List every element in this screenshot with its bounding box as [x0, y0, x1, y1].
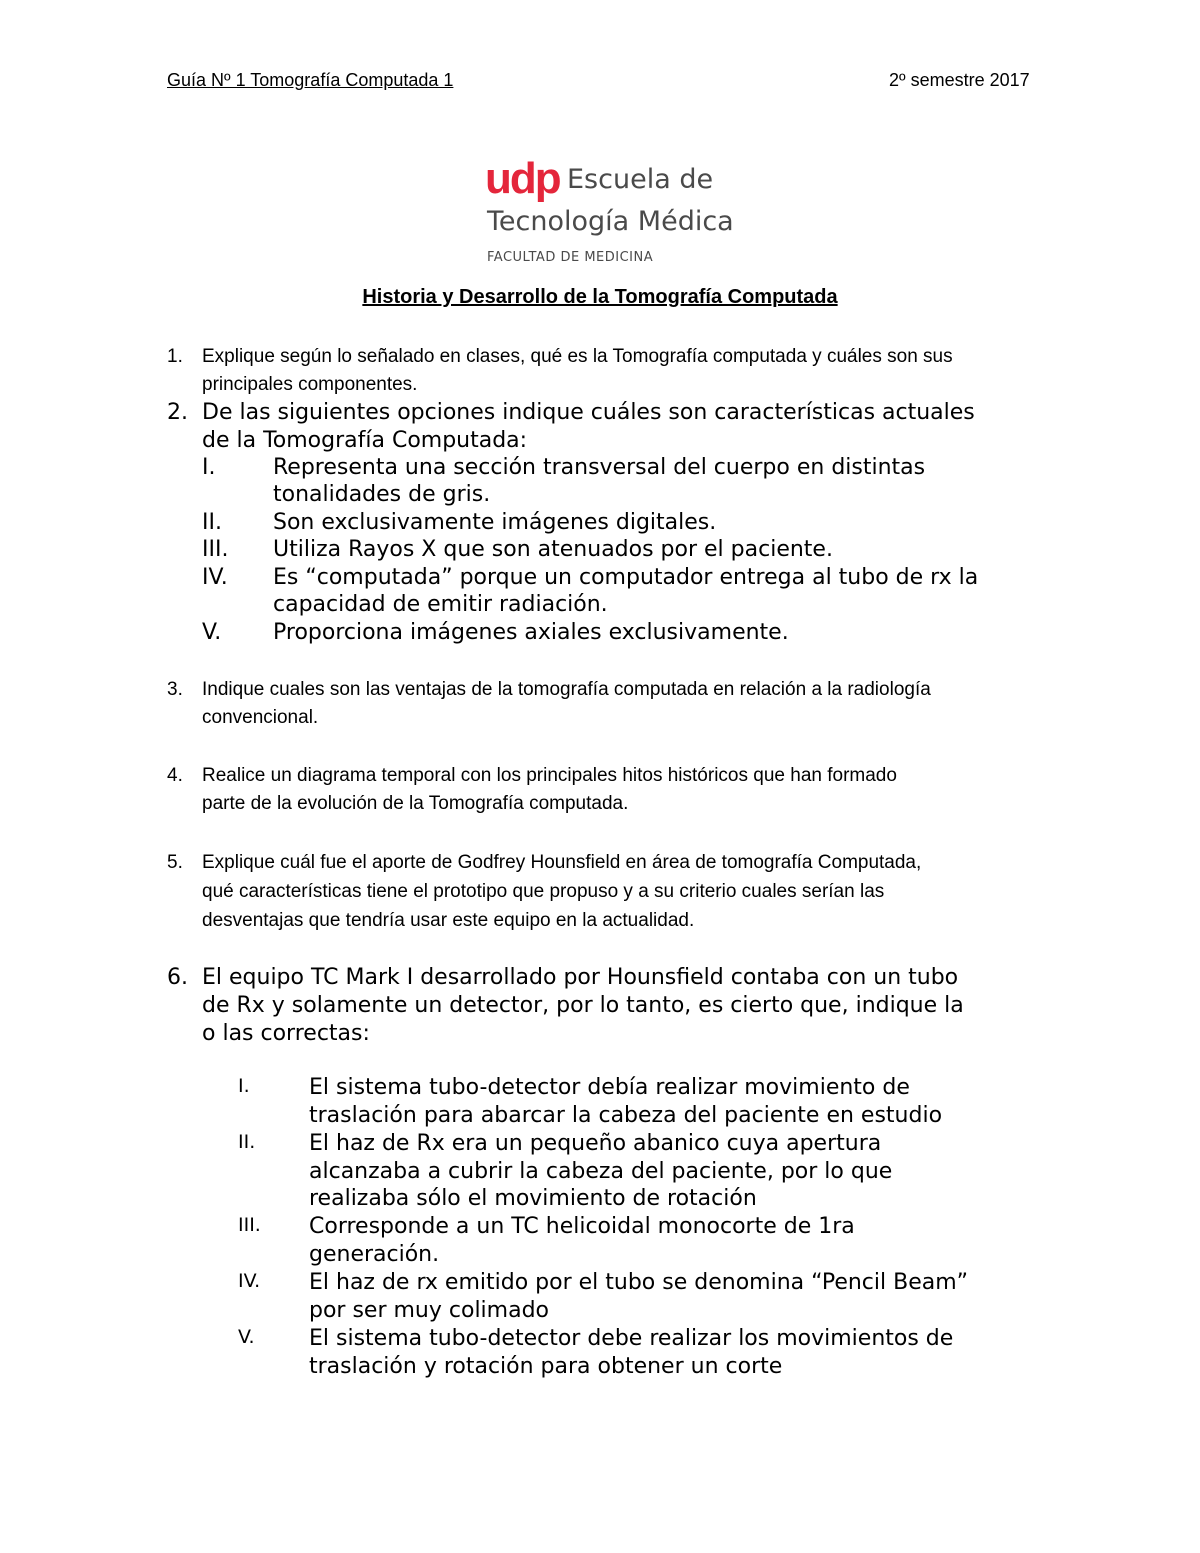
option-text: Proporciona imágenes axiales exclusivamente.: [273, 620, 789, 645]
option-number: I.: [202, 455, 216, 480]
question-text: de Rx y solamente un detector, por lo tanto, es cierto que, indique la: [202, 993, 964, 1018]
question-text: o las correctas:: [202, 1021, 370, 1046]
question-text: De las siguientes opciones indique cuáles son características actuales: [202, 400, 975, 425]
option-number: I.: [238, 1075, 250, 1097]
question-text: qué características tiene el prototipo que propuso y a su criterio cuales serían las: [202, 881, 885, 902]
question-text: El equipo TC Mark I desarrollado por Hounsfield contaba con un tubo: [202, 965, 959, 990]
header-right-text: 2º semestre 2017: [889, 70, 1030, 90]
option-text: Representa una sección transversal del cuerpo en distintas: [273, 455, 926, 480]
question-number: 2.: [167, 400, 188, 425]
option-text: El sistema tubo-detector debe realizar los movimientos de: [309, 1326, 954, 1351]
logo-line-1: Escuela de: [567, 164, 714, 195]
question-text: Indique cuales son las ventajas de la tomografía computada en relación a la radiología: [202, 679, 931, 700]
option-text: Son exclusivamente imágenes digitales.: [273, 510, 717, 535]
option-number: II.: [238, 1131, 256, 1153]
question-number: 3.: [167, 679, 183, 700]
option-number: IV.: [202, 565, 228, 590]
option-text: El sistema tubo-detector debía realizar movimiento de: [309, 1075, 910, 1100]
question-text: Explique según lo señalado en clases, qué es la Tomografía computada y cuáles son sus: [202, 346, 953, 367]
logo-line-2: Tecnología Médica: [487, 206, 734, 237]
option-text: alcanzaba a cubrir la cabeza del paciente, por lo que: [309, 1159, 893, 1184]
option-text: tonalidades de gris.: [273, 482, 491, 507]
logo-brand: udp: [485, 154, 560, 203]
question-text: Explique cuál fue el aporte de Godfrey Hounsfield en área de tomografía Computada,: [202, 852, 922, 873]
question-text: parte de la evolución de la Tomografía computada.: [202, 793, 629, 814]
option-text: traslación para abarcar la cabeza del paciente en estudio: [309, 1103, 943, 1128]
option-text: generación.: [309, 1242, 440, 1267]
question-text: principales componentes.: [202, 374, 418, 395]
udp-logo: [485, 154, 745, 268]
option-text: capacidad de emitir radiación.: [273, 592, 608, 617]
question-number: 1.: [167, 346, 183, 367]
option-number: V.: [238, 1326, 255, 1348]
option-number: II.: [202, 510, 222, 535]
logo-line-3: FACULTAD DE MEDICINA: [487, 250, 654, 265]
option-text: El haz de rx emitido por el tubo se denomina “Pencil Beam”: [309, 1270, 969, 1295]
option-text: por ser muy colimado: [309, 1298, 550, 1323]
option-text: El haz de Rx era un pequeño abanico cuya apertura: [309, 1131, 882, 1156]
question-text: desventajas que tendría usar este equipo en la actualidad.: [202, 910, 695, 931]
option-number: IV.: [238, 1270, 261, 1292]
question-number: 6.: [167, 965, 188, 990]
question-number: 4.: [167, 765, 183, 786]
question-text: Realice un diagrama temporal con los principales hitos históricos que han formado: [202, 765, 897, 786]
option-text: realizaba sólo el movimiento de rotación: [309, 1186, 757, 1211]
option-number: III.: [202, 537, 229, 562]
option-number: III.: [238, 1214, 261, 1236]
option-text: Utiliza Rayos X que son atenuados por el paciente.: [273, 537, 833, 562]
option-text: Corresponde a un TC helicoidal monocorte de 1ra: [309, 1214, 855, 1239]
question-text: convencional.: [202, 707, 319, 728]
option-text: traslación y rotación para obtener un corte: [309, 1354, 783, 1379]
document-title: Historia y Desarrollo de la Tomografía Computada: [362, 286, 838, 308]
header-left-text: Guía Nº 1 Tomografía Computada 1: [167, 70, 454, 90]
option-text: Es “computada” porque un computador entrega al tubo de rx la: [273, 565, 979, 590]
question-text: de la Tomografía Computada:: [202, 428, 528, 453]
question-number: 5.: [167, 852, 183, 873]
option-number: V.: [202, 620, 222, 645]
